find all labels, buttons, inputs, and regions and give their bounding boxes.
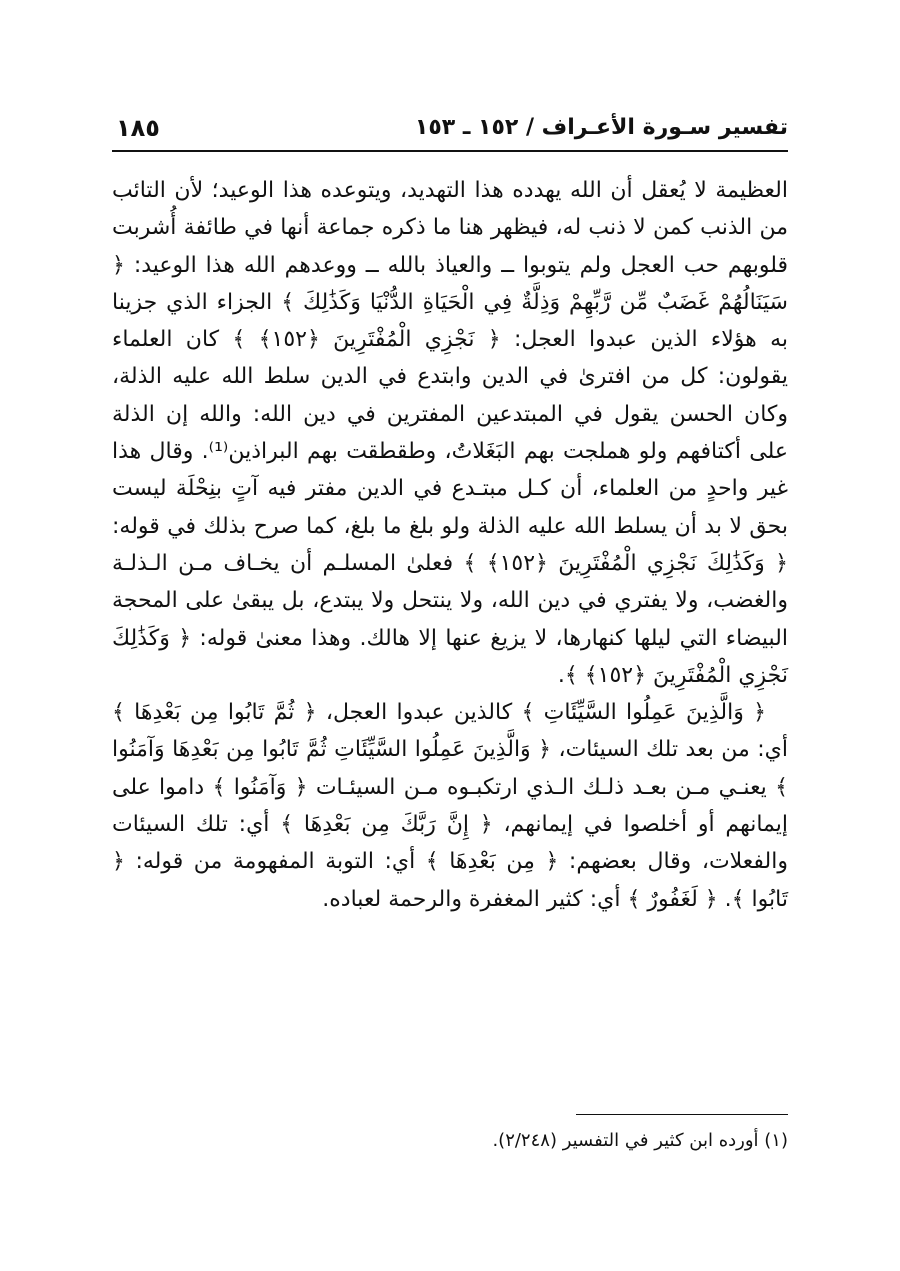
page-number: ١٨٥: [116, 114, 160, 142]
paragraph-2: ﴿ وَالَّذِينَ عَمِلُوا السَّيِّئَاتِ ﴾ كالذين عبدوا العجل، ﴿ ثُمَّ تَابُوا مِن بَعْدِهَا ﴾ أي: من بعد تلك السيئات، ﴿ وَالَّذِينَ عَمِلُوا السَّيِّئَاتِ ثُمَّ تَابُوا مِن بَعْدِهَا وَآمَنُوا ﴾ يعنـي مـن بعـد ذلـك الـذي ارتكبـوه مـن السيئـات ﴿ وَآمَنُوا ﴾ داموا على إيمانهم أو أخلصوا في إيمانهم، ﴿ إِنَّ رَبَّكَ مِن بَعْدِهَا ﴾ أي: تلك السيئات والفعلات، وقال بعضهم: ﴿ مِن بَعْدِهَا ﴾ أي: التوبة المفهومة من قوله: ﴿ تَابُوا ﴾. ﴿ لَغَفُورٌ ﴾ أي: كثير المغفرة والرحمة لعباده.: [112, 700, 788, 912]
running-title: تفسير سـورة الأعـراف / ١٥٢ ـ ١٥٣: [414, 115, 788, 140]
body-text: [112, 172, 788, 918]
footnote: (١) أورده ابن كثير في التفسير (٢/٢٤٨).: [492, 1130, 788, 1151]
paragraph-1: العظيمة لا يُعقل أن الله يهدده هذا التهديد، ويتوعده هذا الوعيد؛ لأن التائب من الذنب كمن لا ذنب له، فيظهر هنا ما ذكره جماعة أنها في طائفة أُشربت قلوبهم حب العجل ولم يتوبوا ــ والعياذ بالله ــ ووعدهم الله هذا الوعيد: ﴿ سَيَنَالُهُمْ غَضَبٌ مِّن رَّبِّهِمْ وَذِلَّةٌ فِي الْحَيَاةِ الدُّنْيَا وَكَذَٰلِكَ ﴾ الجزاء الذي جزينا به هؤلاء الذين عبدوا العجل: ﴿ نَجْزِي الْمُفْتَرِينَ ﴿١٥٢﴾ ﴾ كان العلماء يقولون: كل من افترىٰ في الدين وابتدع في الدين سلط الله عليه الذلة، وكان الحسن يقول في المبتدعين المفترين في دين الله: والله إن الذلة على أكتافهم ولو هملجت بهم البَغَلاتُ، وطقطقت بهم البراذين⁽¹⁾. وقال هذا غير واحدٍ من العلماء، أن كـل مبتـدع في الدين مفتر فيه آتٍ بنِحْلَة ليست بحق لا بد أن يسلط الله عليه الذلة ولو بلغ ما بلغ، كما صرح بذلك في قوله: ﴿ وَكَذَٰلِكَ نَجْزِي الْمُفْتَرِينَ ﴿١٥٢﴾ ﴾ فعلىٰ المسلـم أن يخـاف مـن الـذلـة والغضب، ولا يفتري في دين الله، ولا ينتحل ولا يبتدع، بل يبقىٰ على المحجة البيضاء التي ليلها كنهارها، لا يزيغ عنها إلا هالك. وهذا معنىٰ قوله: ﴿ وَكَذَٰلِكَ نَجْزِي الْمُفْتَرِينَ ﴿١٥٢﴾ ﴾.: [112, 178, 789, 688]
header-rule: [112, 150, 788, 152]
page-header: [112, 110, 788, 146]
footnote-rule: [576, 1114, 788, 1115]
document-page: [112, 110, 788, 1210]
